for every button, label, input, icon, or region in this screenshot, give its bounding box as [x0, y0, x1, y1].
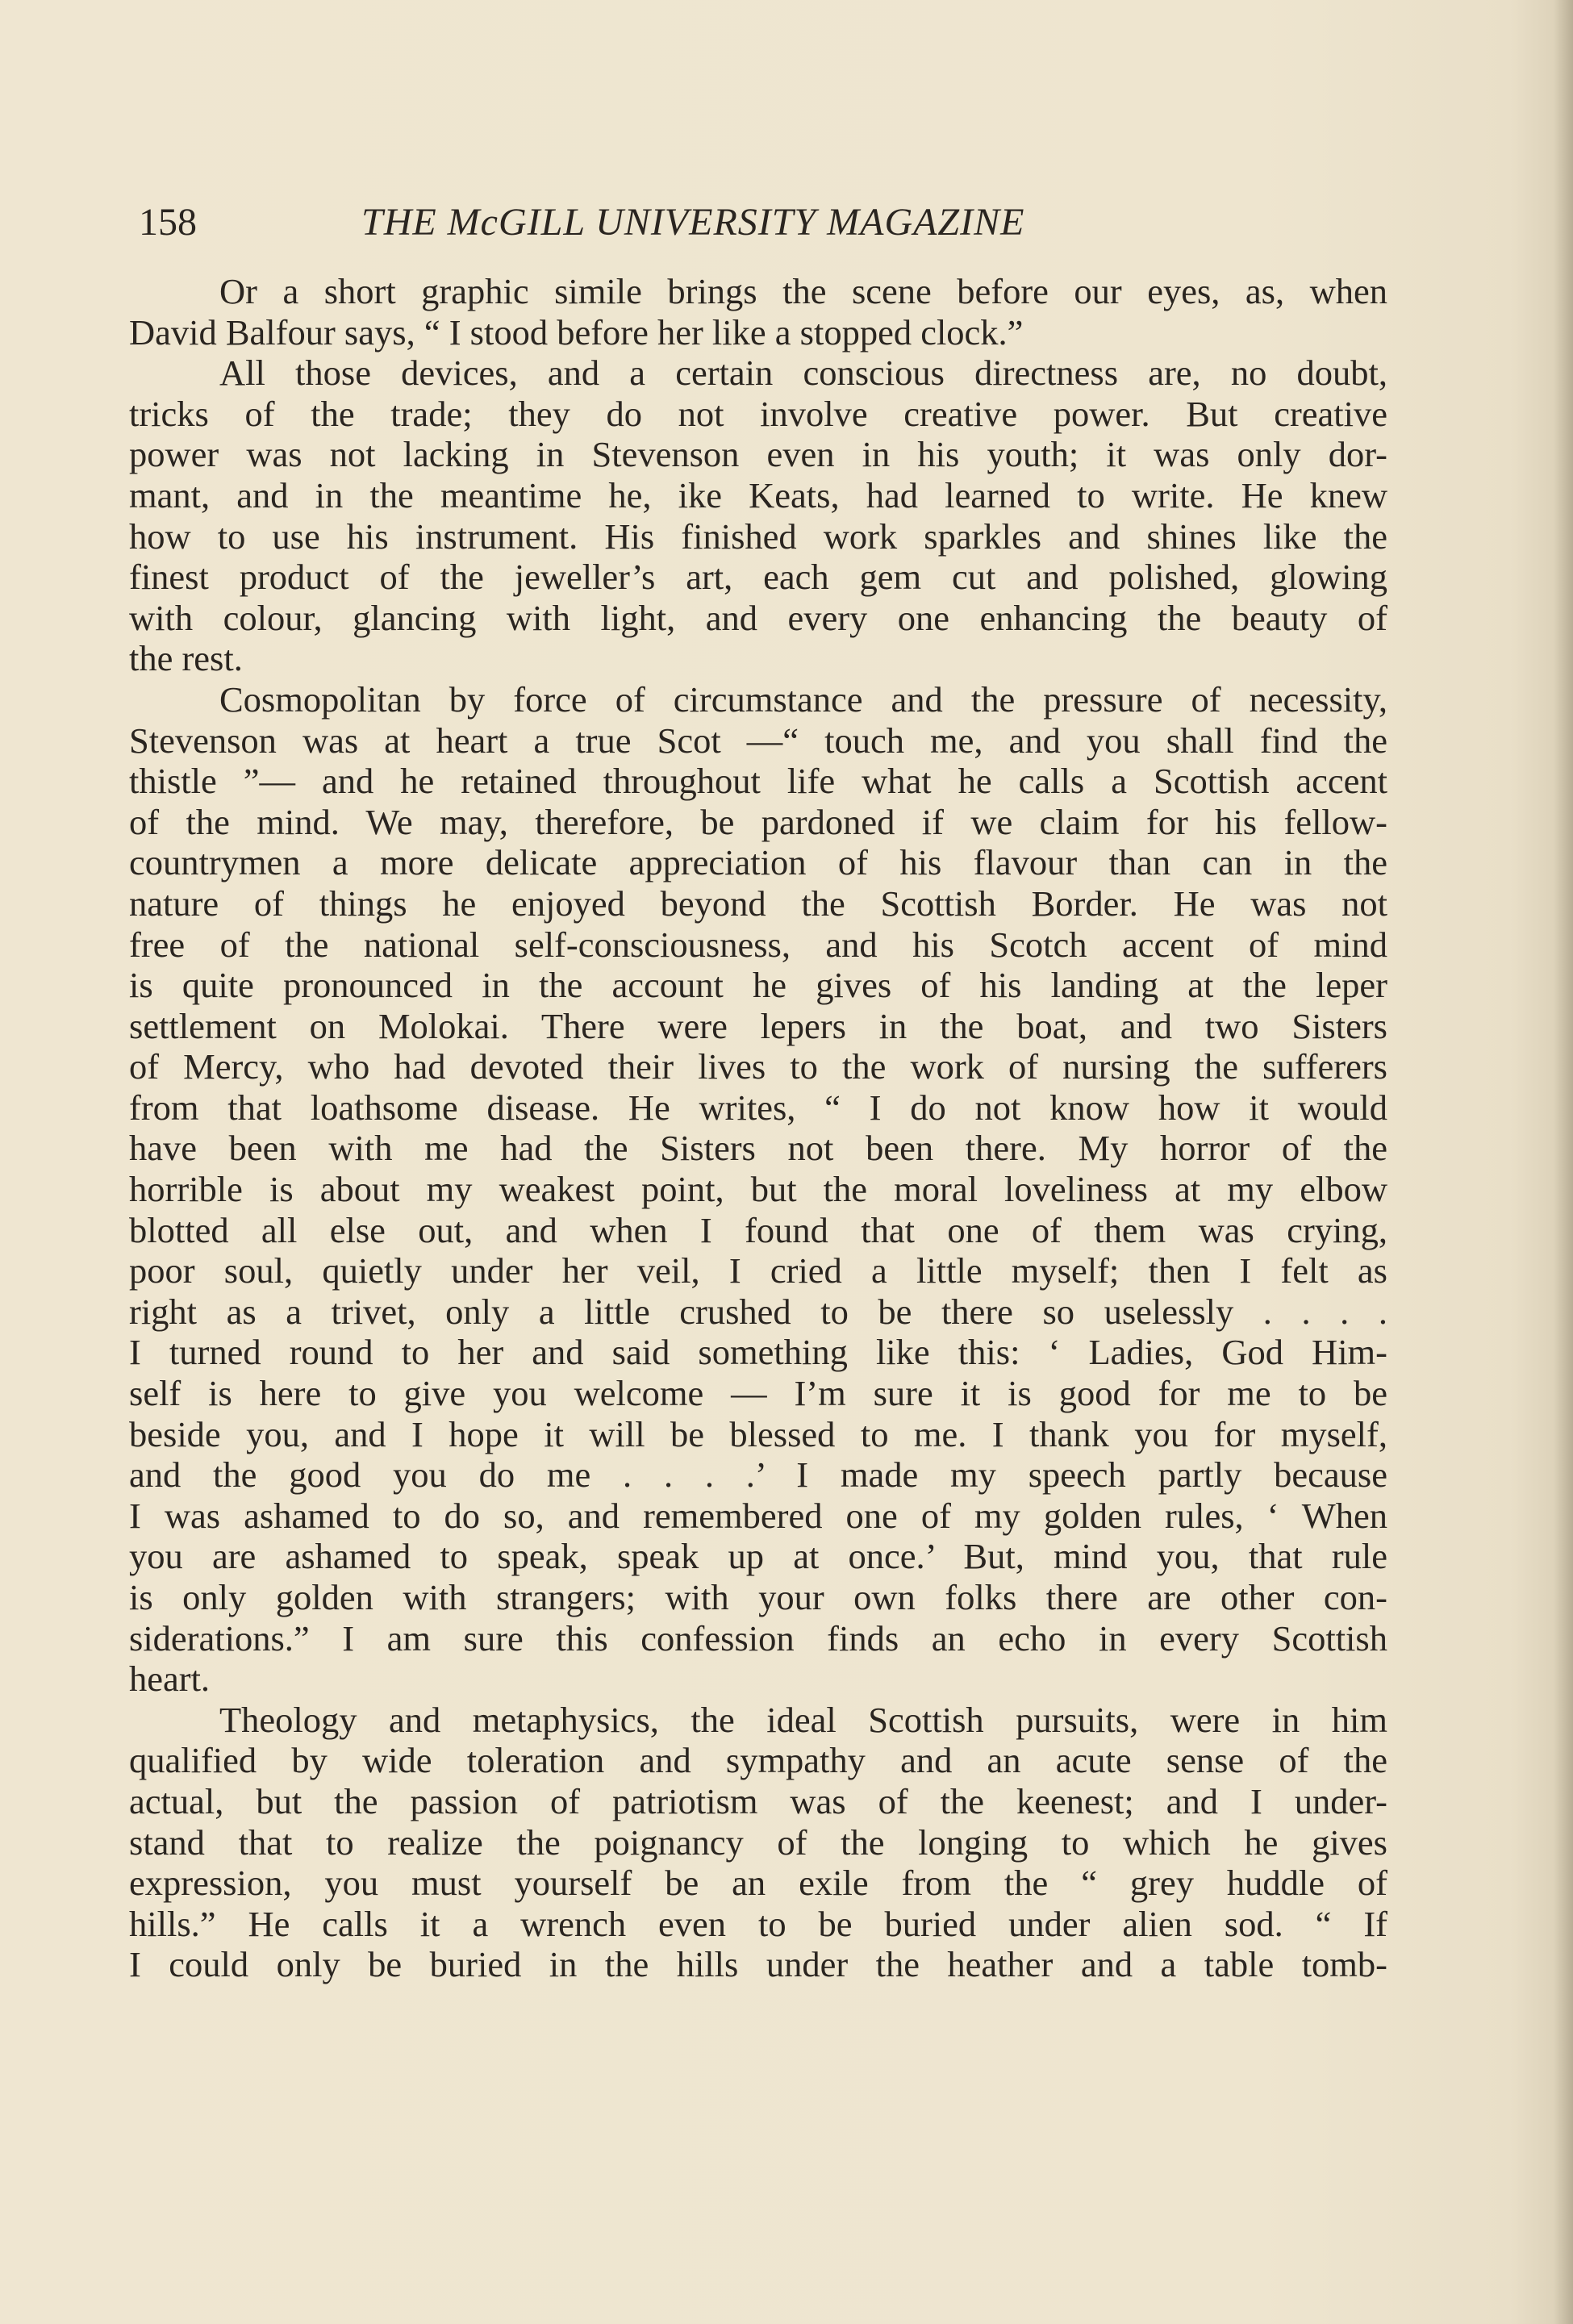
- text-line: I was ashamed to do so, and remembered one of my golden rules, ‘ When: [129, 1495, 1387, 1536]
- text-line: of the mind. We may, therefore, be pardoned if we claim for his fellow-: [129, 801, 1387, 842]
- text-line: expression, you must yourself be an exile from the “ grey huddle of: [129, 1863, 1387, 1904]
- text-line: Or a short graphic simile brings the scene before our eyes, as, when: [219, 271, 1387, 311]
- text-line: heart.: [129, 1659, 211, 1700]
- text-line: from that loathsome disease. He writes, “ I do not know how it would: [129, 1087, 1387, 1128]
- text-line: with colour, glancing with light, and every one enhancing the beauty of: [129, 597, 1387, 638]
- running-head: [139, 190, 1381, 255]
- text-line: settlement on Molokai. There were lepers in the boat, and two Sisters: [129, 1005, 1387, 1046]
- text-line: finest product of the jeweller’s art, each gem cut and polished, glowing: [129, 557, 1387, 598]
- text-line: free of the national self-consciousness, and his Scotch accent of mind: [129, 924, 1387, 965]
- text-line: and the good you do me . . . .’ I made my speech partly because: [129, 1454, 1387, 1496]
- text-line: self is here to give you welcome — I’m sure it is good for me to be: [129, 1373, 1387, 1414]
- text-line: qualified by wide toleration and sympathy and an acute sense of the: [129, 1740, 1387, 1781]
- text-line: of Mercy, who had devoted their lives to the work of nursing the sufferers: [129, 1046, 1387, 1087]
- page-spine-shadow: [1554, 0, 1573, 2324]
- text-line: thistle ”— and he retained throughout life what he calls a Scottish accent: [129, 761, 1387, 802]
- text-line: countrymen a more delicate appreciation of his flavour than can in the: [129, 842, 1387, 883]
- text-line: tricks of the trade; they do not involve creative power. But creative: [129, 393, 1387, 434]
- text-line: power was not lacking in Stevenson even in his youth; it was only dor-: [129, 434, 1387, 475]
- text-line: is only golden with strangers; with your own folks there are other con-: [129, 1577, 1387, 1617]
- text-line: All those devices, and a certain conscious directness are, no doubt,: [219, 353, 1387, 394]
- journal-title: THE McGILL UNIVERSITY MAGAZINE: [361, 201, 1025, 244]
- article-body: [129, 271, 1387, 1985]
- text-line: Stevenson was at heart a true Scot —“ touch me, and you shall find the: [129, 720, 1387, 761]
- text-line: nature of things he enjoyed beyond the Scottish Border. He was not: [129, 882, 1387, 924]
- text-line: David Balfour says, “ I stood before her like a stopped clock.”: [129, 311, 1024, 353]
- text-line: actual, but the passion of patriotism was of the keenest; and I under-: [129, 1780, 1387, 1821]
- text-line: have been with me had the Sisters not been there. My horror of the: [129, 1128, 1387, 1169]
- text-line: siderations.” I am sure this confession finds an echo in every Scottish: [129, 1617, 1387, 1659]
- text-line: is quite pronounced in the account he gives of his landing at the leper: [129, 965, 1387, 1006]
- text-line: right as a trivet, only a little crushed to be there so uselessly . . . .: [129, 1291, 1387, 1332]
- text-line: you are ashamed to speak, speak up at once.’ But, mind you, that rule: [129, 1536, 1387, 1577]
- text-line: hills.” He calls it a wrench even to be buried under alien sod. “ If: [129, 1903, 1387, 1944]
- text-line: beside you, and I hope it will be blessed to me. I thank you for myself,: [129, 1413, 1387, 1454]
- text-line: poor soul, quietly under her veil, I cried a little myself; then I felt as: [129, 1250, 1387, 1291]
- text-line: mant, and in the meantime he, ike Keats, had learned to write. He knew: [129, 474, 1387, 515]
- text-line: how to use his instrument. His finished work sparkles and shines like the: [129, 515, 1387, 557]
- text-line: I turned round to her and said something like this: ‘ Ladies, God Him-: [129, 1332, 1387, 1373]
- text-line: blotted all else out, and when I found that one of them was crying,: [129, 1209, 1387, 1250]
- text-line: Theology and metaphysics, the ideal Scottish pursuits, were in him: [219, 1699, 1387, 1740]
- text-line: stand that to realize the poignancy of the longing to which he gives: [129, 1821, 1387, 1863]
- text-line: I could only be buried in the hills under the heather and a table tomb-: [129, 1944, 1387, 1985]
- text-line: Cosmopolitan by force of circumstance and the pressure of necessity,: [219, 678, 1387, 720]
- page-number: 158: [139, 201, 197, 244]
- text-line: the rest.: [129, 638, 243, 679]
- text-line: horrible is about my weakest point, but the moral loveliness at my elbow: [129, 1169, 1387, 1210]
